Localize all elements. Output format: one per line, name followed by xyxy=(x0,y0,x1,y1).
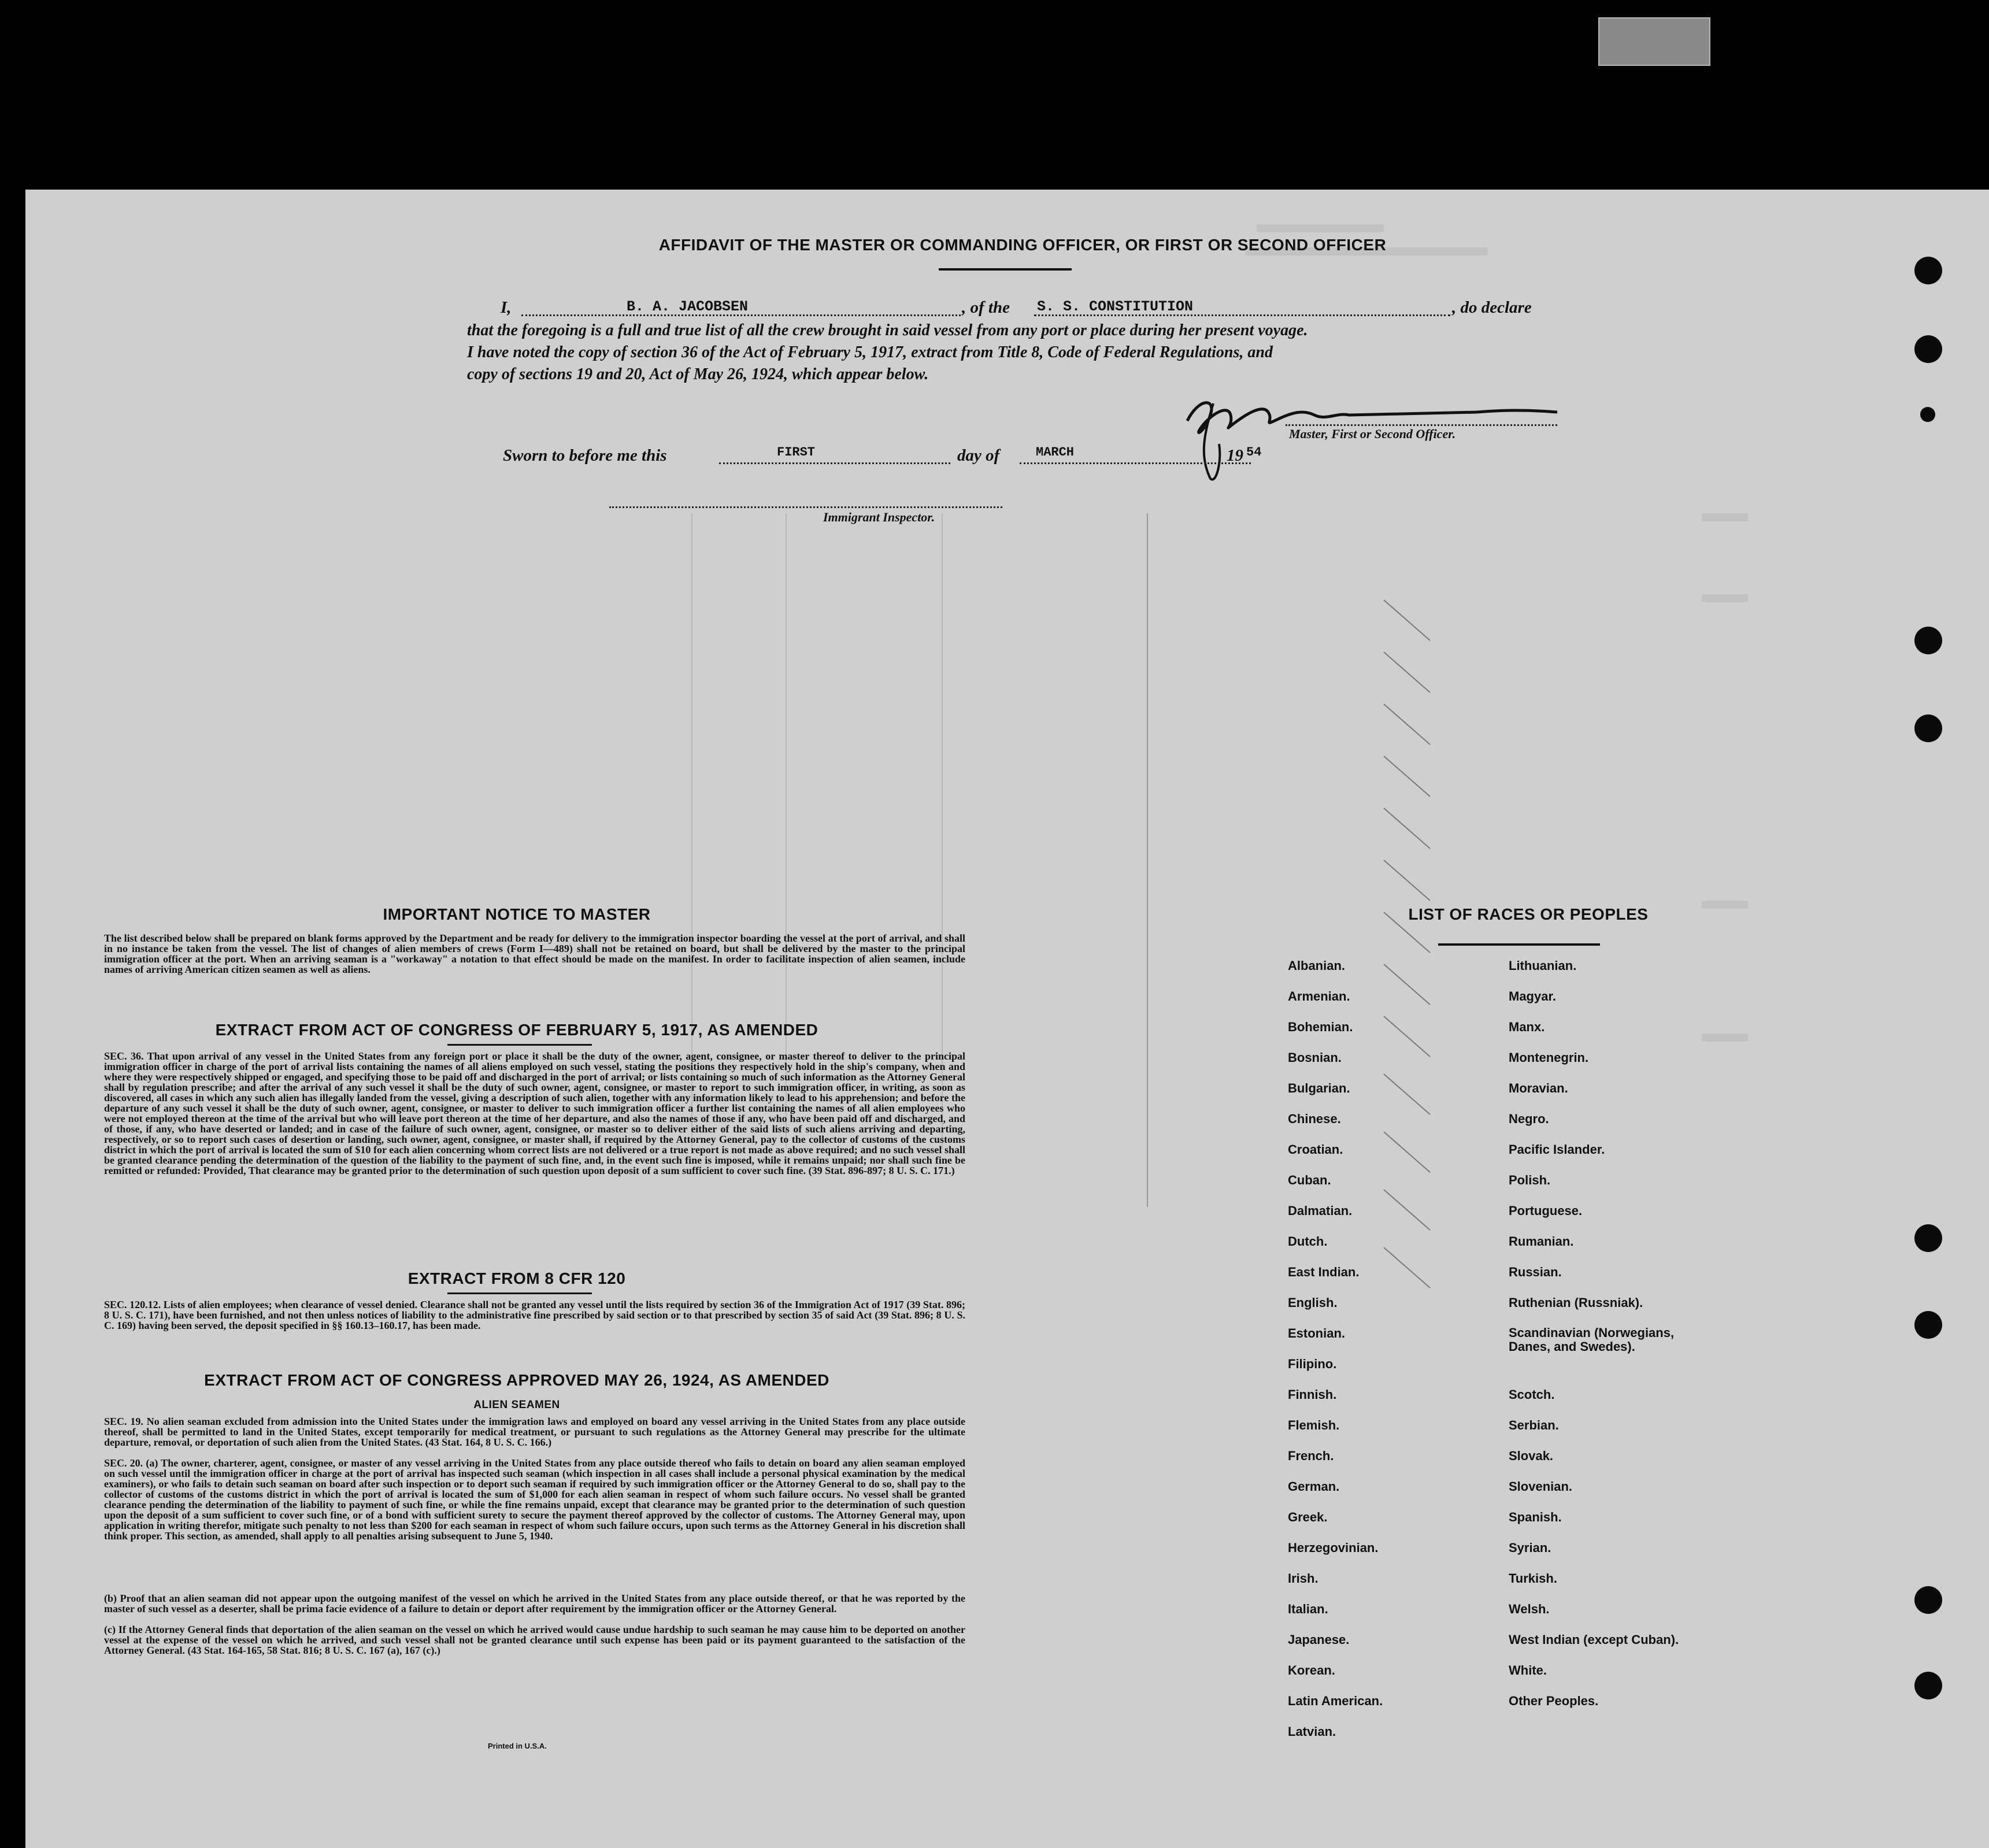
vessel-name: S. S. CONSTITUTION xyxy=(1037,298,1194,315)
peoples-item: Slovenian. xyxy=(1509,1479,1573,1494)
peoples-item: Manx. xyxy=(1509,1020,1545,1034)
affidavit-page xyxy=(25,190,1989,1848)
peoples-item: Herzegovinian. xyxy=(1288,1540,1379,1555)
signature-caption: Master, First or Second Officer. xyxy=(1289,427,1456,441)
peoples-item: West Indian (except Cuban). xyxy=(1509,1632,1679,1647)
extract-1924-sec20c: (c) If the Attorney General finds that deportation of the alien seaman on the vessel on which he arrived would cause undue hardship to such seaman he may cause him to be deported on another vessel at the expense of the vessel on which he arrived, and such vessel shall not be granted clearance until such expense has been paid or its payment guaranteed to the satisfaction of the Attorney General. (43 Stat. 164-165, 58 Stat. 816; 8 U. S. C. 167 (a), 167 (c).) xyxy=(104,1624,965,1656)
peoples-item: Serbian. xyxy=(1509,1418,1559,1432)
peoples-item: Korean. xyxy=(1288,1663,1335,1677)
extract-1924-sec19: SEC. 19. No alien seaman excluded from admission into the United States under the immigration laws and employed on board any vessel arriving in the United States from any place outside thereof, shall be permitted to land in the United States, except temporarily for medical treatment, or pursuant to such regulations as the Attorney General may prescribe for the ultimate departure, removal, or deportation of such alien from the United States. (43 Stat. 164, 8 U. S. C. 166.) xyxy=(104,1416,965,1448)
punch-hole xyxy=(1914,714,1942,742)
punch-hole xyxy=(1914,335,1942,363)
peoples-item: Spanish. xyxy=(1509,1510,1562,1524)
punch-hole xyxy=(1914,1586,1942,1614)
peoples-item: Latvian. xyxy=(1288,1724,1336,1739)
punch-hole xyxy=(1914,1311,1942,1339)
bleed-through-mark xyxy=(1702,1034,1748,1042)
peoples-item: Bulgarian. xyxy=(1288,1081,1350,1095)
peoples-item: Rumanian. xyxy=(1509,1234,1574,1249)
peoples-item: Welsh. xyxy=(1509,1602,1550,1616)
affidavit-line4: copy of sections 19 and 20, Act of May 26, 1924, which appear below. xyxy=(467,365,929,383)
sworn-mid: day of xyxy=(957,446,1000,465)
film-marker-tab xyxy=(1598,17,1710,66)
affidavit-line3: I have noted the copy of section 36 of the Act of February 5, 1917, extract from Title 8, Code of Federal Regulations, and xyxy=(467,343,1273,361)
peoples-item: Portuguese. xyxy=(1509,1203,1583,1218)
peoples-item: Bosnian. xyxy=(1288,1050,1342,1065)
peoples-item: Ruthenian (Russniak). xyxy=(1509,1295,1643,1310)
sworn-month: MARCH xyxy=(1036,445,1075,460)
peoples-item: Slovak. xyxy=(1509,1449,1554,1463)
extract-cfr-underline xyxy=(447,1293,592,1294)
extract-1924-subtitle: ALIEN SEAMEN xyxy=(473,1399,560,1411)
peoples-item: East Indian. xyxy=(1288,1265,1360,1279)
inspector-dotted-line xyxy=(609,506,1002,508)
peoples-item: Cuban. xyxy=(1288,1173,1331,1187)
bleed-through-mark xyxy=(1702,513,1748,521)
bleed-through-mark xyxy=(1257,224,1384,232)
peoples-item: English. xyxy=(1288,1295,1338,1310)
peoples-item: Albanian. xyxy=(1288,958,1346,973)
peoples-item: Other Peoples. xyxy=(1509,1694,1599,1708)
affidavit-line1-prefix: I, xyxy=(501,298,512,317)
peoples-title: LIST OF RACES OR PEOPLES xyxy=(1408,905,1649,923)
peoples-item: French. xyxy=(1288,1449,1334,1463)
peoples-item: Russian. xyxy=(1509,1265,1562,1279)
notice-title: IMPORTANT NOTICE TO MASTER xyxy=(383,905,651,923)
peoples-item: Scotch. xyxy=(1509,1387,1555,1402)
sworn-year-prefix: 19 xyxy=(1227,446,1243,465)
affidavit-line1-suffix: , do declare xyxy=(1452,298,1532,317)
peoples-item: Croatian. xyxy=(1288,1142,1343,1157)
peoples-item: Japanese. xyxy=(1288,1632,1350,1647)
peoples-item: Lithuanian. xyxy=(1509,958,1577,973)
signature-dotted-line xyxy=(1286,424,1557,426)
peoples-item: Dutch. xyxy=(1288,1234,1328,1249)
extract-cfr-text: SEC. 120.12. Lists of alien employees; when clearance of vessel denied. Clearance shall not be granted any vessel until the lists required by section 36 of the Immigration Act of 1917 (39 Stat. 896; 8 U. S. C. 171), have been furnished, and not then unless notices of liability to the administrative fine prescribed by said section or to that prescribed by section 35 of said Act (39 Stat. 896; 8 U. S. C. 169) having been served, the deposit specified in §§ 160.13–160.17, has been made. xyxy=(104,1299,965,1331)
peoples-item: Armenian. xyxy=(1288,989,1350,1003)
punch-hole xyxy=(1920,407,1935,422)
punch-hole xyxy=(1914,1224,1942,1252)
peoples-item: Estonian. xyxy=(1288,1326,1346,1340)
officer-name: B. A. JACOBSEN xyxy=(627,298,749,315)
peoples-item: Dalmatian. xyxy=(1288,1203,1353,1218)
extract-1917-text: SEC. 36. That upon arrival of any vessel in the United States from any foreign port or place it shall be the duty of the owner, agent, consignee, or master thereof to deliver to the principal immigration officer in charge of the port of arrival lists containing the names of all aliens employed on such vessel, stating the positions they respectively hold in the ship's company, when and where they were respectively shipped or engaged, and specifying those to be paid off and discharged in the port of arrival; or lists containing so much of such information as the Attorney General shall by regulation prescribe; and after the arrival of any such vessel it shall be the duty of such owner, agent, consignee, or master to report to such immigration officer, in writing, as soon as discovered, all cases in which any such alien has illegally landed from the vessel, giving a description of such alien, together with any information likely to lead to his apprehension; and before the departure of any such vessel it shall be the duty of such owner, agent, consignee, or master to deliver to such immigration officer a further list containing the names of all alien employees who were not employed thereon at the time of the arrival but who will leave port thereon at the time of her departure, and also the names of those if any, who have been paid off and discharged, and of those, if any, who have deserted or landed; and in case of the failure of such owner, agent, consignee, or master so to deliver either of the said lists of such aliens arriving and departing, respectively, or so to report such cases of desertion or landing, such owner, agent, consignee, or master shall, if required by the Attorney General, pay to the collector of customs of the customs district in which the port of arrival is located the sum of $10 for each alien concerning whom correct lists are not delivered or a true report is not made as above required; and no such vessel shall be granted clearance pending the determination of the question of the liability to the payment of such fine, and, in the event such fine is imposed, while it remains unpaid; nor shall such fine be remitted or refunded: Provided, That clearance may be granted prior to the determination of such question upon deposit of a sum sufficient to cover such fine. (39 Stat. 896-897; 8 U. S. C. 171.) xyxy=(104,1050,965,1176)
peoples-item: Polish. xyxy=(1509,1173,1551,1187)
affidavit-title: AFFIDAVIT OF THE MASTER OR COMMANDING OFFICER, OR FIRST OR SECOND OFFICER xyxy=(658,236,1387,254)
peoples-item: Filipino. xyxy=(1288,1357,1337,1371)
punch-hole xyxy=(1914,257,1942,284)
extract-1924-title: EXTRACT FROM ACT OF CONGRESS APPROVED MAY 26, 1924, AS AMENDED xyxy=(204,1371,829,1389)
peoples-item: Montenegrin. xyxy=(1509,1050,1589,1065)
sworn-year-suffix: 54 xyxy=(1246,445,1262,460)
sworn-prefix: Sworn to before me this xyxy=(503,446,667,465)
peoples-item: Flemish. xyxy=(1288,1418,1340,1432)
peoples-item: Syrian. xyxy=(1509,1540,1551,1555)
peoples-item: Chinese. xyxy=(1288,1112,1341,1126)
peoples-item: Negro. xyxy=(1509,1112,1549,1126)
peoples-item: Greek. xyxy=(1288,1510,1328,1524)
extract-1917-title: EXTRACT FROM ACT OF CONGRESS OF FEBRUARY 5, 1917, AS AMENDED xyxy=(215,1021,818,1039)
bleed-through-mark xyxy=(1702,594,1748,602)
peoples-item: Bohemian. xyxy=(1288,1020,1353,1034)
sworn-day: FIRST xyxy=(777,445,816,460)
extract-1924-sec20a: SEC. 20. (a) The owner, charterer, agent, consignee, or master of any vessel arriving in the United States from any place outside thereof who fails to detain on board any alien seaman employed on such vessel until the immigration officer in charge at the port of arrival has inspected such seaman (which inspection in all cases shall include a personal physical examination by the medical examiners), or who fails to detain such seaman on board after such inspection or to deport such seaman if required by such immigration officer or the Attorney General to do so, shall pay to the collector of customs of the customs district in which the port of arrival is located the sum of $1,000 for each alien seaman in respect of whom such failure occurs. No vessel shall be granted clearance pending the determination of the liability to payment of such fine, or while the fine remains unpaid, except that clearance may be granted prior to the determination of such question upon the deposit of a sum sufficient to cover such fine, or of a bond with sufficient surety to secure the payment thereof approved by the collector of customs. The Attorney General may, upon application in writing therefor, mitigate such penalty to not less than $200 for each seaman in respect of whom such failure occurs, upon such terms as the Attorney General in his discretion shall think proper. This section, as amended, shall apply to all penalties arising subsequent to June 5, 1940. xyxy=(104,1457,965,1542)
affidavit-line2: that the foregoing is a full and true list of all the crew brought in said vessel from any port or place during her present voyage. xyxy=(467,321,1308,339)
pencil-strikes xyxy=(1378,583,1447,1305)
extract-1917-underline xyxy=(447,1044,592,1046)
peoples-item: White. xyxy=(1509,1663,1547,1677)
punch-hole xyxy=(1914,627,1942,654)
printed-in-label: Printed in U.S.A. xyxy=(488,1742,547,1750)
day-dotted-line xyxy=(719,462,950,464)
peoples-item: Italian. xyxy=(1288,1602,1328,1616)
notice-text: The list described below shall be prepared on blank forms approved by the Department and be ready for delivery to the immigration inspector boarding the vessel at the port of arrival, and shall in no instance be taken from the vessel. The list of changes of alien members of crews (Form I—489) shall not be retained on board, but shall be delivered by the master to the principal immigration officer at the port. When an arriving seaman is a "workaway" a notation to that effect should be made on the manifest. In order to facilitate inspection of alien seamen, include names of arriving American citizen seamen as well as aliens. xyxy=(104,932,965,975)
peoples-item: Turkish. xyxy=(1509,1571,1557,1586)
peoples-underline xyxy=(1438,943,1600,946)
punch-hole xyxy=(1914,1672,1942,1699)
extract-cfr-title: EXTRACT FROM 8 CFR 120 xyxy=(408,1269,626,1287)
inspector-caption: Immigrant Inspector. xyxy=(823,510,935,524)
peoples-item: German. xyxy=(1288,1479,1340,1494)
peoples-item: Magyar. xyxy=(1509,989,1556,1003)
peoples-item: Irish. xyxy=(1288,1571,1318,1586)
month-dotted-line xyxy=(1020,462,1251,464)
extract-1924-sec20b: (b) Proof that an alien seaman did not appear upon the outgoing manifest of the vessel on which he arrived in the United States from any place outside thereof, or that he was reported by the master of such vessel as a deserter, shall be prima facie evidence of a failure to detain or deport after requirement by the immigration officer or the Attorney General. xyxy=(104,1593,965,1614)
affidavit-line1-mid: , of the xyxy=(962,298,1010,317)
faint-column-line xyxy=(1147,513,1148,1207)
peoples-item: Latin American. xyxy=(1288,1694,1383,1708)
peoples-item: Finnish. xyxy=(1288,1387,1337,1402)
peoples-item: Pacific Islander. xyxy=(1509,1142,1605,1157)
peoples-item: Scandinavian (Norwegians, Danes, and Swedes). xyxy=(1509,1325,1675,1354)
title-underline xyxy=(939,268,1072,271)
peoples-item: Moravian. xyxy=(1509,1081,1568,1095)
